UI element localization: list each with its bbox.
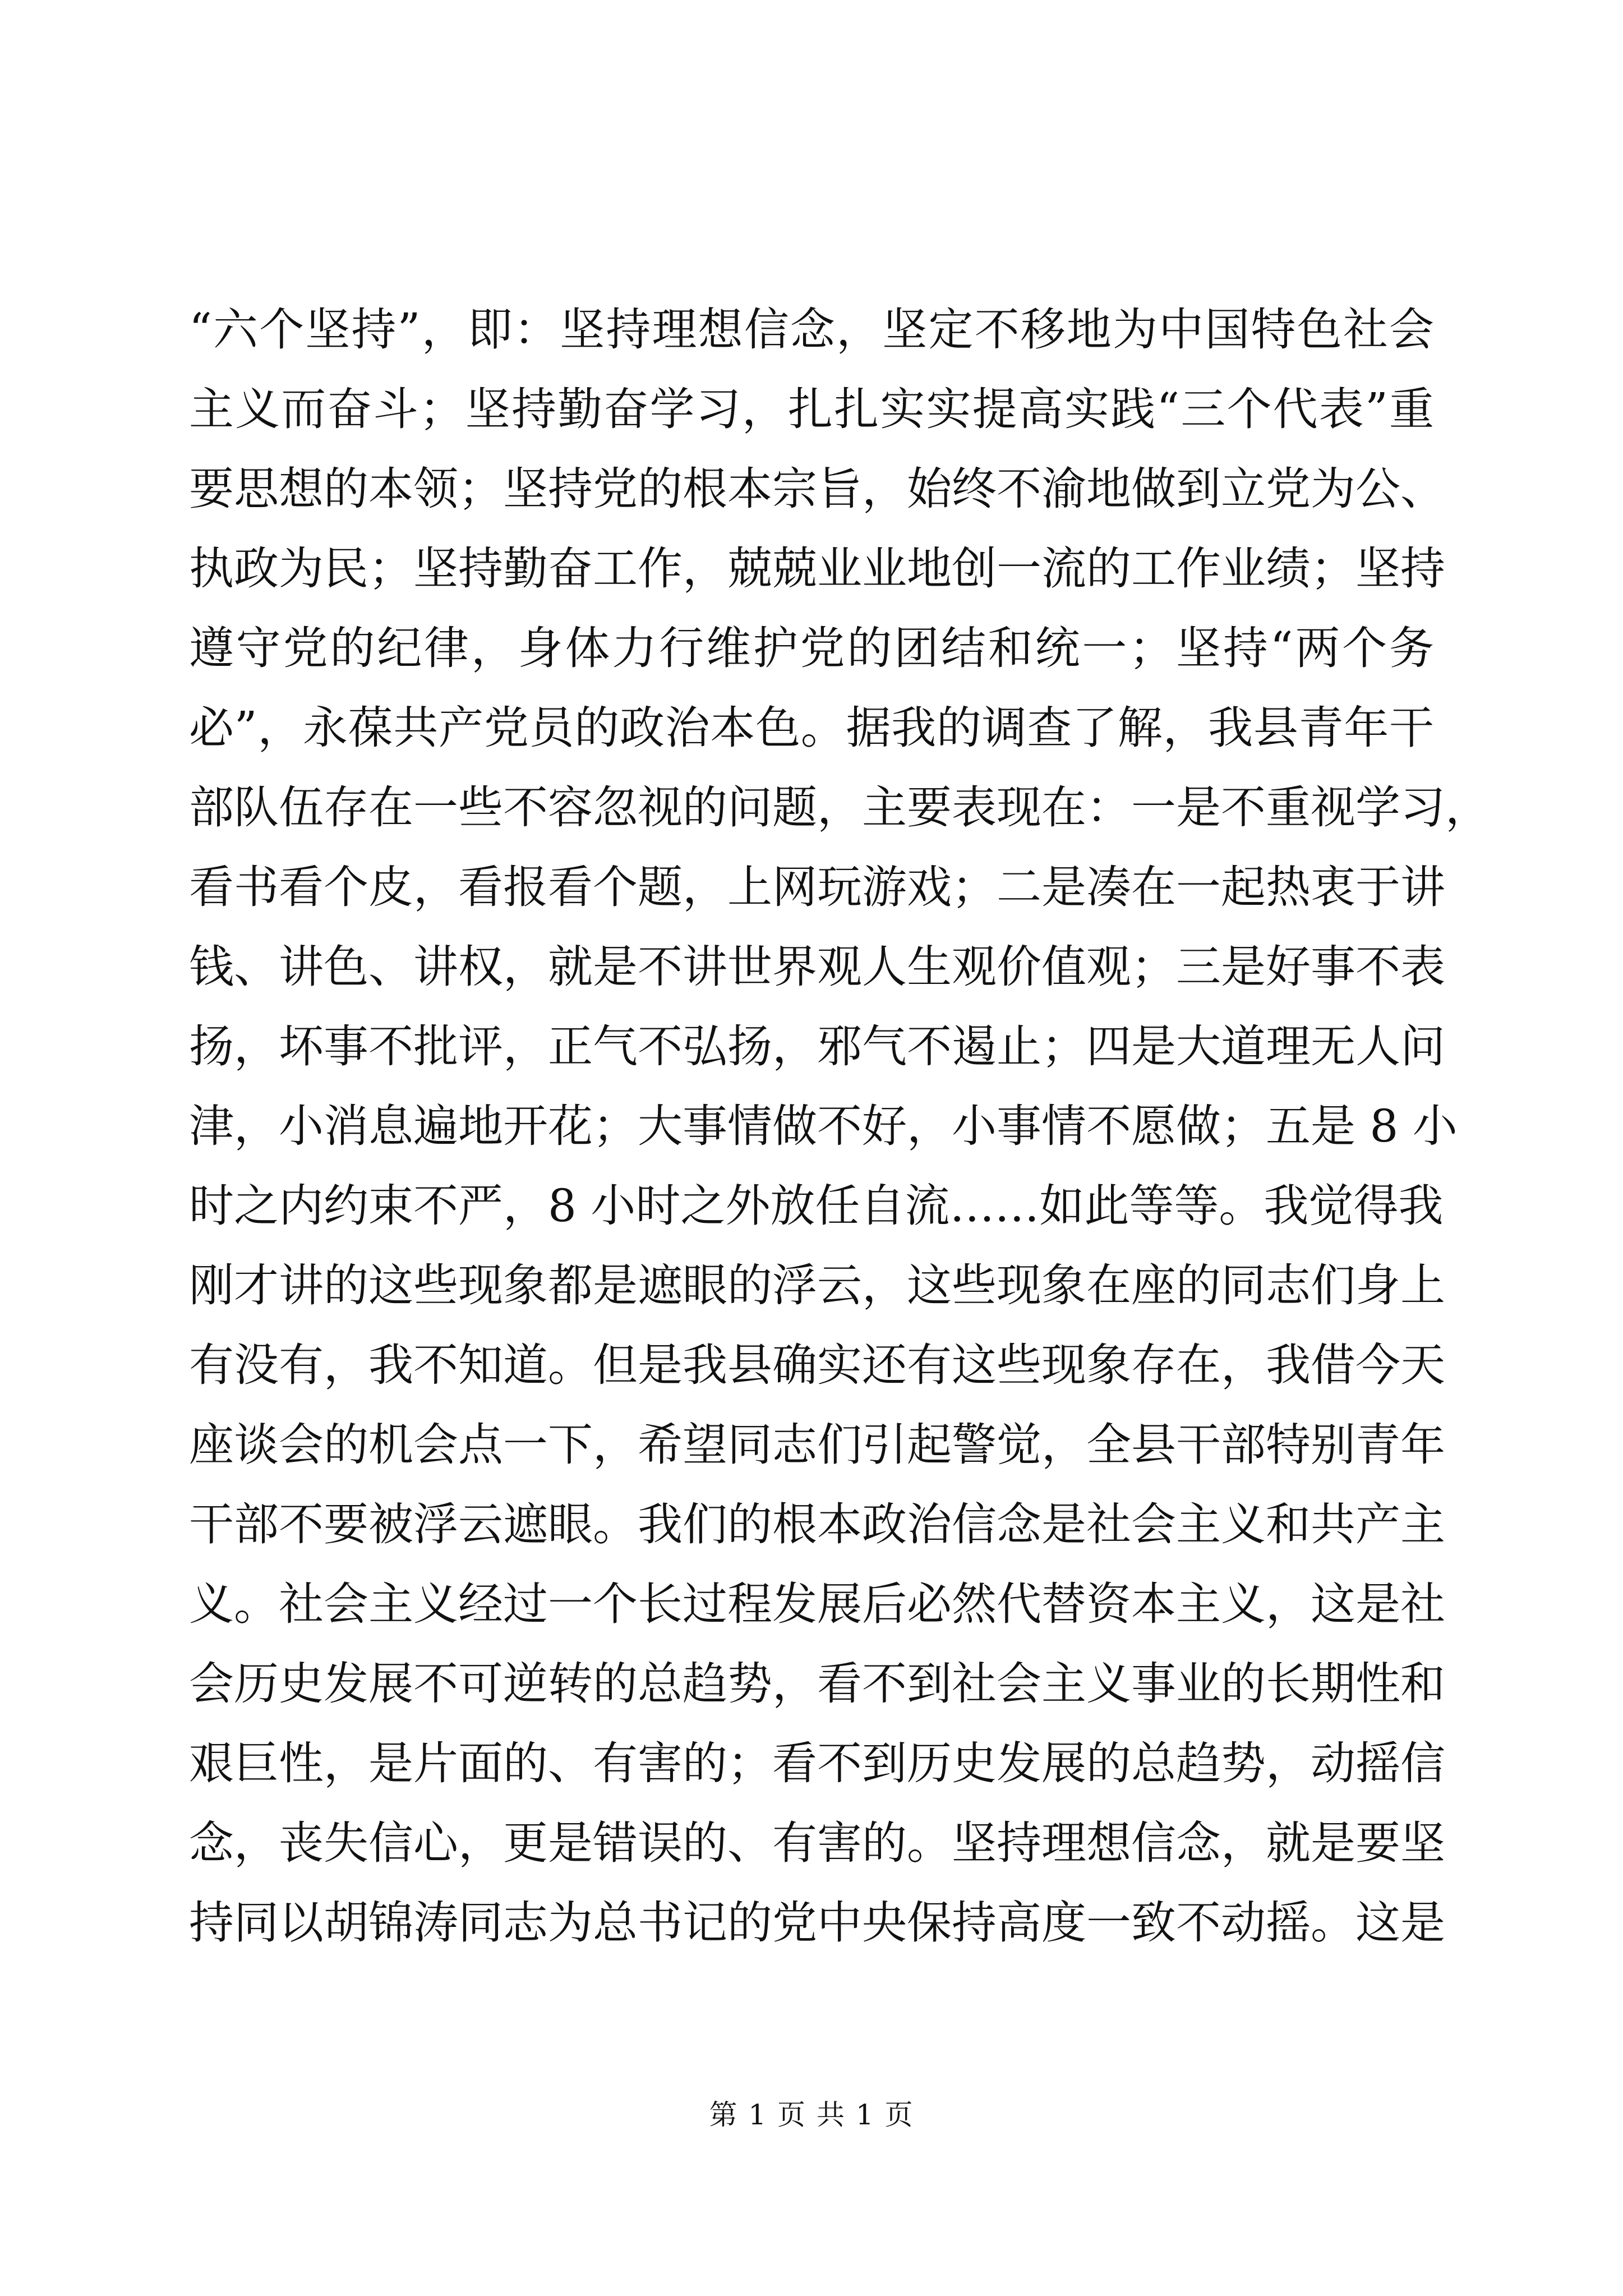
text-line: 遵守党的纪律，身体力行维护党的团结和统一；坚持“两个务	[189, 622, 1434, 674]
text-line: 有没有，我不知道。但是我县确实还有这些现象存在，我借今天	[189, 1339, 1445, 1391]
text-line: 会历史发展不可逆转的总趋势，看不到社会主义事业的长期性和	[189, 1658, 1445, 1710]
text-line: 要思想的本领；坚持党的根本宗旨，始终不渝地做到立党为公、	[189, 463, 1445, 515]
text-line: 钱、讲色、讲权，就是不讲世界观人生观价值观；三是好事不表	[189, 941, 1445, 993]
text-line: 持同以胡锦涛同志为总书记的党中央保持高度一致不动摇。这是	[189, 1897, 1445, 1949]
text-line: 念，丧失信心，更是错误的、有害的。坚持理想信念，就是要坚	[189, 1817, 1445, 1869]
text-line: 艰巨性，是片面的、有害的；看不到历史发展的总趋势，动摇信	[189, 1737, 1445, 1789]
text-line: 必”，永葆共产党员的政治本色。据我的调查了解，我县青年干	[189, 702, 1434, 754]
text-line: 义。社会主义经过一个长过程发展后必然代替资本主义，这是社	[189, 1578, 1445, 1630]
text-line: 看书看个皮，看报看个题，上网玩游戏；二是凑在一起热衷于讲	[189, 861, 1445, 913]
text-line: 时之内约束不严，8 小时之外放任自流……如此等等。我觉得我	[189, 1180, 1444, 1232]
text-line: 津，小消息遍地开花；大事情做不好，小事情不愿做；五是 8 小	[189, 1100, 1458, 1152]
text-line: 刚才讲的这些现象都是遮眼的浮云，这些现象在座的同志们身上	[189, 1259, 1445, 1312]
text-line: “六个坚持”，即：坚持理想信念，坚定不移地为中国特色社会	[189, 303, 1434, 356]
text-line: 座谈会的机会点一下，希望同志们引起警觉，全县干部特别青年	[189, 1419, 1445, 1471]
text-line: 扬，坏事不批评，正气不弘扬，邪气不遏止；四是大道理无人问	[189, 1020, 1445, 1073]
text-line: 执政为民；坚持勤奋工作，兢兢业业地创一流的工作业绩；坚持	[189, 542, 1445, 595]
text-line: 部队伍存在一些不容忽视的问题，主要表现在：一是不重视学习，	[189, 781, 1490, 834]
text-line: 主义而奋斗；坚持勤奋学习，扎扎实实提高实践“三个代表”重	[189, 383, 1434, 435]
text-line: 干部不要被浮云遮眼。我们的根本政治信念是社会主义和共产主	[189, 1498, 1445, 1550]
page-number-footer: 第 1 页 共 1 页	[709, 2099, 914, 2131]
